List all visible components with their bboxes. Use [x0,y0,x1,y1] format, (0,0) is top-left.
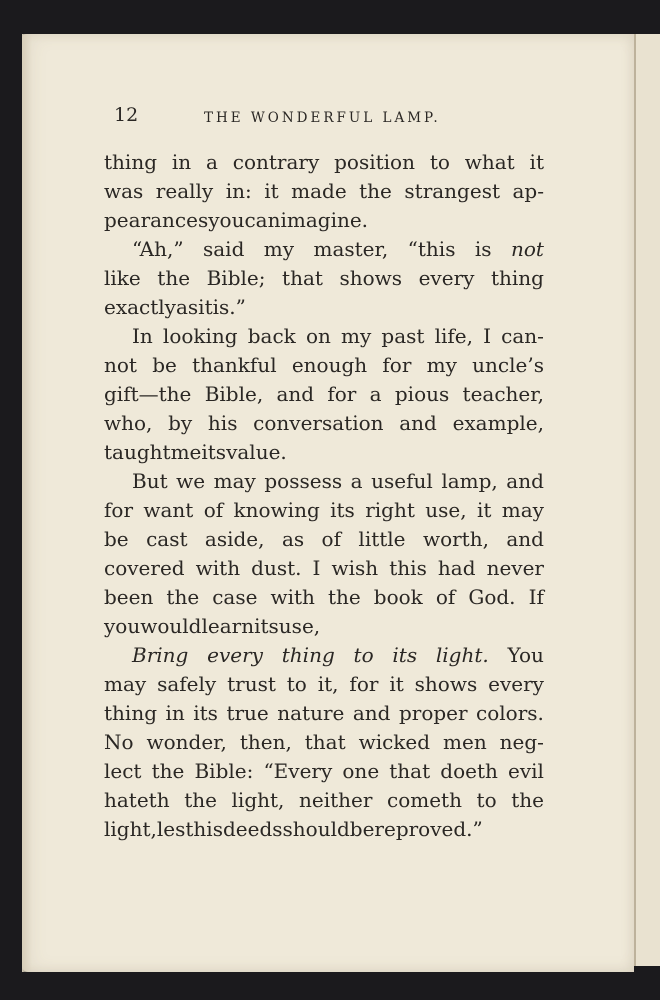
text-line: “Ah,” said my master, “this is not [132,237,544,261]
text-line: No wonder, then, that wicked men neg- [104,730,544,754]
text-line: not be thankful enough for my uncle’s [104,353,544,377]
text-line: covered with dust. I wish this had never [104,556,544,580]
text-line: light, lest his deeds should be reproved.” [104,817,483,841]
page-number: 12 [114,104,139,126]
text-line: In looking back on my past life, I can- [132,324,544,348]
text-line: been the case with the book of God. If [104,585,544,609]
text-line: pearances you can imagine. [104,208,369,232]
text-line: exactly as it is.” [104,295,246,319]
text-line: gift—the Bible, and for a pious teacher, [104,382,544,406]
text-line: you would learn its use, [104,614,321,638]
text-line: hateth the light, neither cometh to the [104,788,544,812]
text-line: like the Bible; that shows every thing [104,266,544,290]
text-line: may safely trust to it, for it shows every [104,672,544,696]
body-text [104,148,544,844]
text-line: lect the Bible: “Every one that doeth evil [104,759,544,783]
running-head: THE WONDERFUL LAMP. [204,110,441,126]
text-line: who, by his conversation and example, [104,411,544,435]
text-line: taught me its value. [104,440,287,464]
text-line: was really in: it made the strangest ap- [104,179,544,203]
text-line: thing in a contrary position to what it [104,150,544,174]
text-line: for want of knowing its right use, it may [104,498,544,522]
page-header [114,104,554,134]
text-line: be cast aside, as of little worth, and [104,527,544,551]
text-line: But we may possess a useful lamp, and [132,469,544,493]
adjacent-page-edge [634,34,660,966]
text-line: thing in its true nature and proper colors. [104,701,544,725]
text-line: Bring every thing to its light. You [132,643,544,667]
